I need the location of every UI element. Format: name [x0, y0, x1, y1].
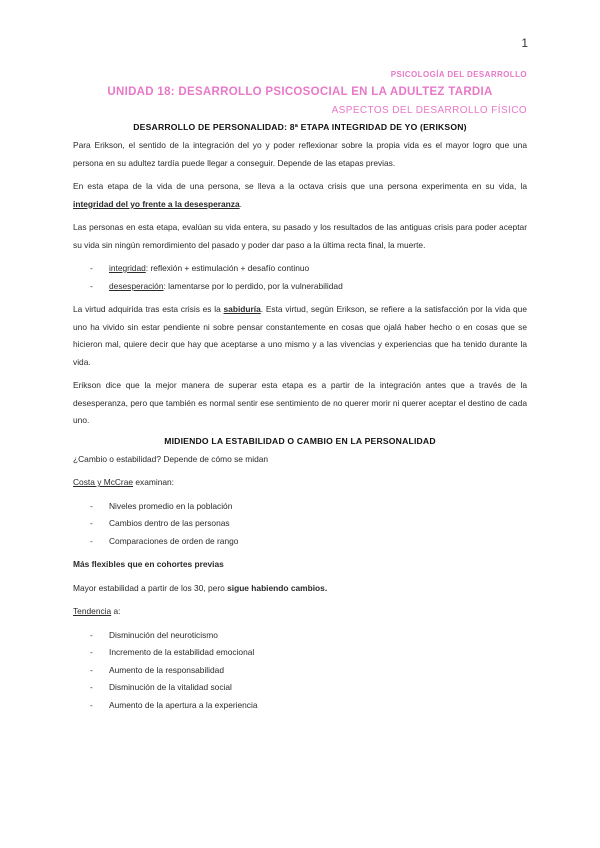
- paragraph-crisis-end: .: [239, 198, 242, 209]
- question-line: ¿Cambio o estabilidad? Depende de cómo se midan: [73, 453, 269, 464]
- list-item-text: Disminución de la vitalidad social: [109, 682, 232, 692]
- paragraph-overcome: Erikson dice que la mejor manera de superar esta etapa es a partir de la integración antes que a través de la desesperanza, pero que también es normal sentir ese sentimiento de no querer morir ni querer aceptar el destino de cada uno.: [73, 380, 527, 425]
- costa-line: [73, 474, 527, 492]
- tendency-term: Tendencia: [73, 606, 112, 616]
- list-item: [73, 679, 527, 697]
- document-body: [73, 70, 527, 720]
- aspects-header: ASPECTOS DEL DESARROLLO FÍSICO: [331, 105, 527, 116]
- list-dash: -: [90, 500, 93, 511]
- list-item-text: Incremento de la estabilidad emocional: [109, 647, 255, 657]
- list-item: [73, 515, 527, 533]
- subject-header: PSICOLOGÍA DEL DESARROLLO: [390, 70, 527, 79]
- unit-title: UNIDAD 18: DESARROLLO PSICOSOCIAL EN LA ADULTEZ TARDIA: [107, 86, 493, 98]
- examine-list: [73, 498, 527, 551]
- wisdom-term: sabiduría: [223, 304, 261, 314]
- list-dash: -: [90, 699, 93, 710]
- list-dash: -: [90, 535, 93, 546]
- list-dash: -: [90, 664, 93, 675]
- tendency-list: [73, 627, 527, 715]
- paragraph-crisis: [73, 178, 527, 213]
- list-item: [73, 627, 527, 645]
- list-dash: -: [90, 263, 93, 273]
- tendency-rest: a:: [111, 606, 121, 616]
- list-item-text: Aumento de la apertura a la experiencia: [109, 699, 258, 710]
- costa-rest: examinan:: [133, 477, 175, 487]
- paragraph-wisdom-rest: . Esta virtud, según Erikson, se refiere a la satisfacción por la vida que uno ha vivido sin estar pendiente ni sobre pensar constantemente en cosas que ojalá haber hecho o en cosas que se hicieron mal, quiere decir que hay que aceptarse a uno mismo y a las vivencias y experiencias que ha tenido durante la vida.: [73, 304, 527, 367]
- term-integridad: integridad: [109, 263, 146, 273]
- integrity-list: [73, 260, 527, 295]
- list-item: [73, 662, 527, 680]
- flexible-heading: Más flexibles que en cohortes previas: [73, 559, 224, 569]
- section-title-personality: DESARROLLO DE PERSONALIDAD: 8ª ETAPA INTEGRIDAD DE YO (ERIKSON): [133, 122, 467, 132]
- tendency-line: [73, 603, 527, 621]
- paragraph-evaluation: Las personas en esta etapa, evalúan su vida entera, su pasado y los resultados de las antiguas crisis para poder aceptar su vida sin ningún remordimiento del pasado y poder dar paso a la última recta final, la muerte.: [73, 222, 527, 250]
- paragraph-erikson-intro: Para Erikson, el sentido de la integración del yo y poder reflexionar sobre la propia vida es el mayor logro que una persona en su adultez tardía puede llegar a conseguir. Depende de las etapas previas.: [73, 140, 527, 168]
- list-dash: -: [90, 629, 93, 640]
- stability-line: [73, 580, 527, 598]
- costa-mccrae-term: Costa y McCrae: [73, 477, 134, 487]
- list-item-text: Aumento de la responsabilidad: [109, 664, 225, 675]
- list-dash: -: [90, 682, 93, 692]
- list-item-text: Niveles promedio en la población: [109, 500, 233, 511]
- definition-integridad: : reflexión + estimulación + desafío continuo: [145, 263, 310, 273]
- list-dash: -: [90, 647, 93, 657]
- stability-text: Mayor estabilidad a partir de los 30, pero: [73, 582, 228, 593]
- list-dash: -: [90, 280, 93, 291]
- stability-emphasis: sigue habiendo cambios.: [227, 582, 328, 593]
- list-item: [73, 278, 527, 296]
- section-title-stability: MIDIENDO LA ESTABILIDAD O CAMBIO EN LA PERSONALIDAD: [164, 435, 436, 446]
- list-item-text: Comparaciones de orden de rango: [109, 535, 239, 546]
- integrity-term: integridad del yo frente a la desesperanza: [73, 198, 240, 209]
- list-item-text: Disminución del neuroticismo: [109, 629, 218, 640]
- list-item: [73, 697, 527, 715]
- list-item: [73, 498, 527, 516]
- term-desesperacion: desesperación: [109, 280, 164, 291]
- list-item: [73, 644, 527, 662]
- paragraph-crisis-text: En esta etapa de la vida de una persona, se lleva a la octava crisis que una persona experimenta en su vida, la: [73, 181, 527, 191]
- definition-desesperacion: : lamentarse por lo perdido, por la vulnerabilidad: [163, 280, 343, 291]
- list-item: [73, 533, 527, 551]
- list-item-text: Cambios dentro de las personas: [109, 518, 230, 528]
- page-number: 1: [521, 36, 528, 50]
- list-item: [73, 260, 527, 278]
- paragraph-wisdom-start: La virtud adquirida tras esta crisis es la: [73, 304, 224, 314]
- list-dash: -: [90, 518, 93, 528]
- paragraph-wisdom: [73, 301, 527, 371]
